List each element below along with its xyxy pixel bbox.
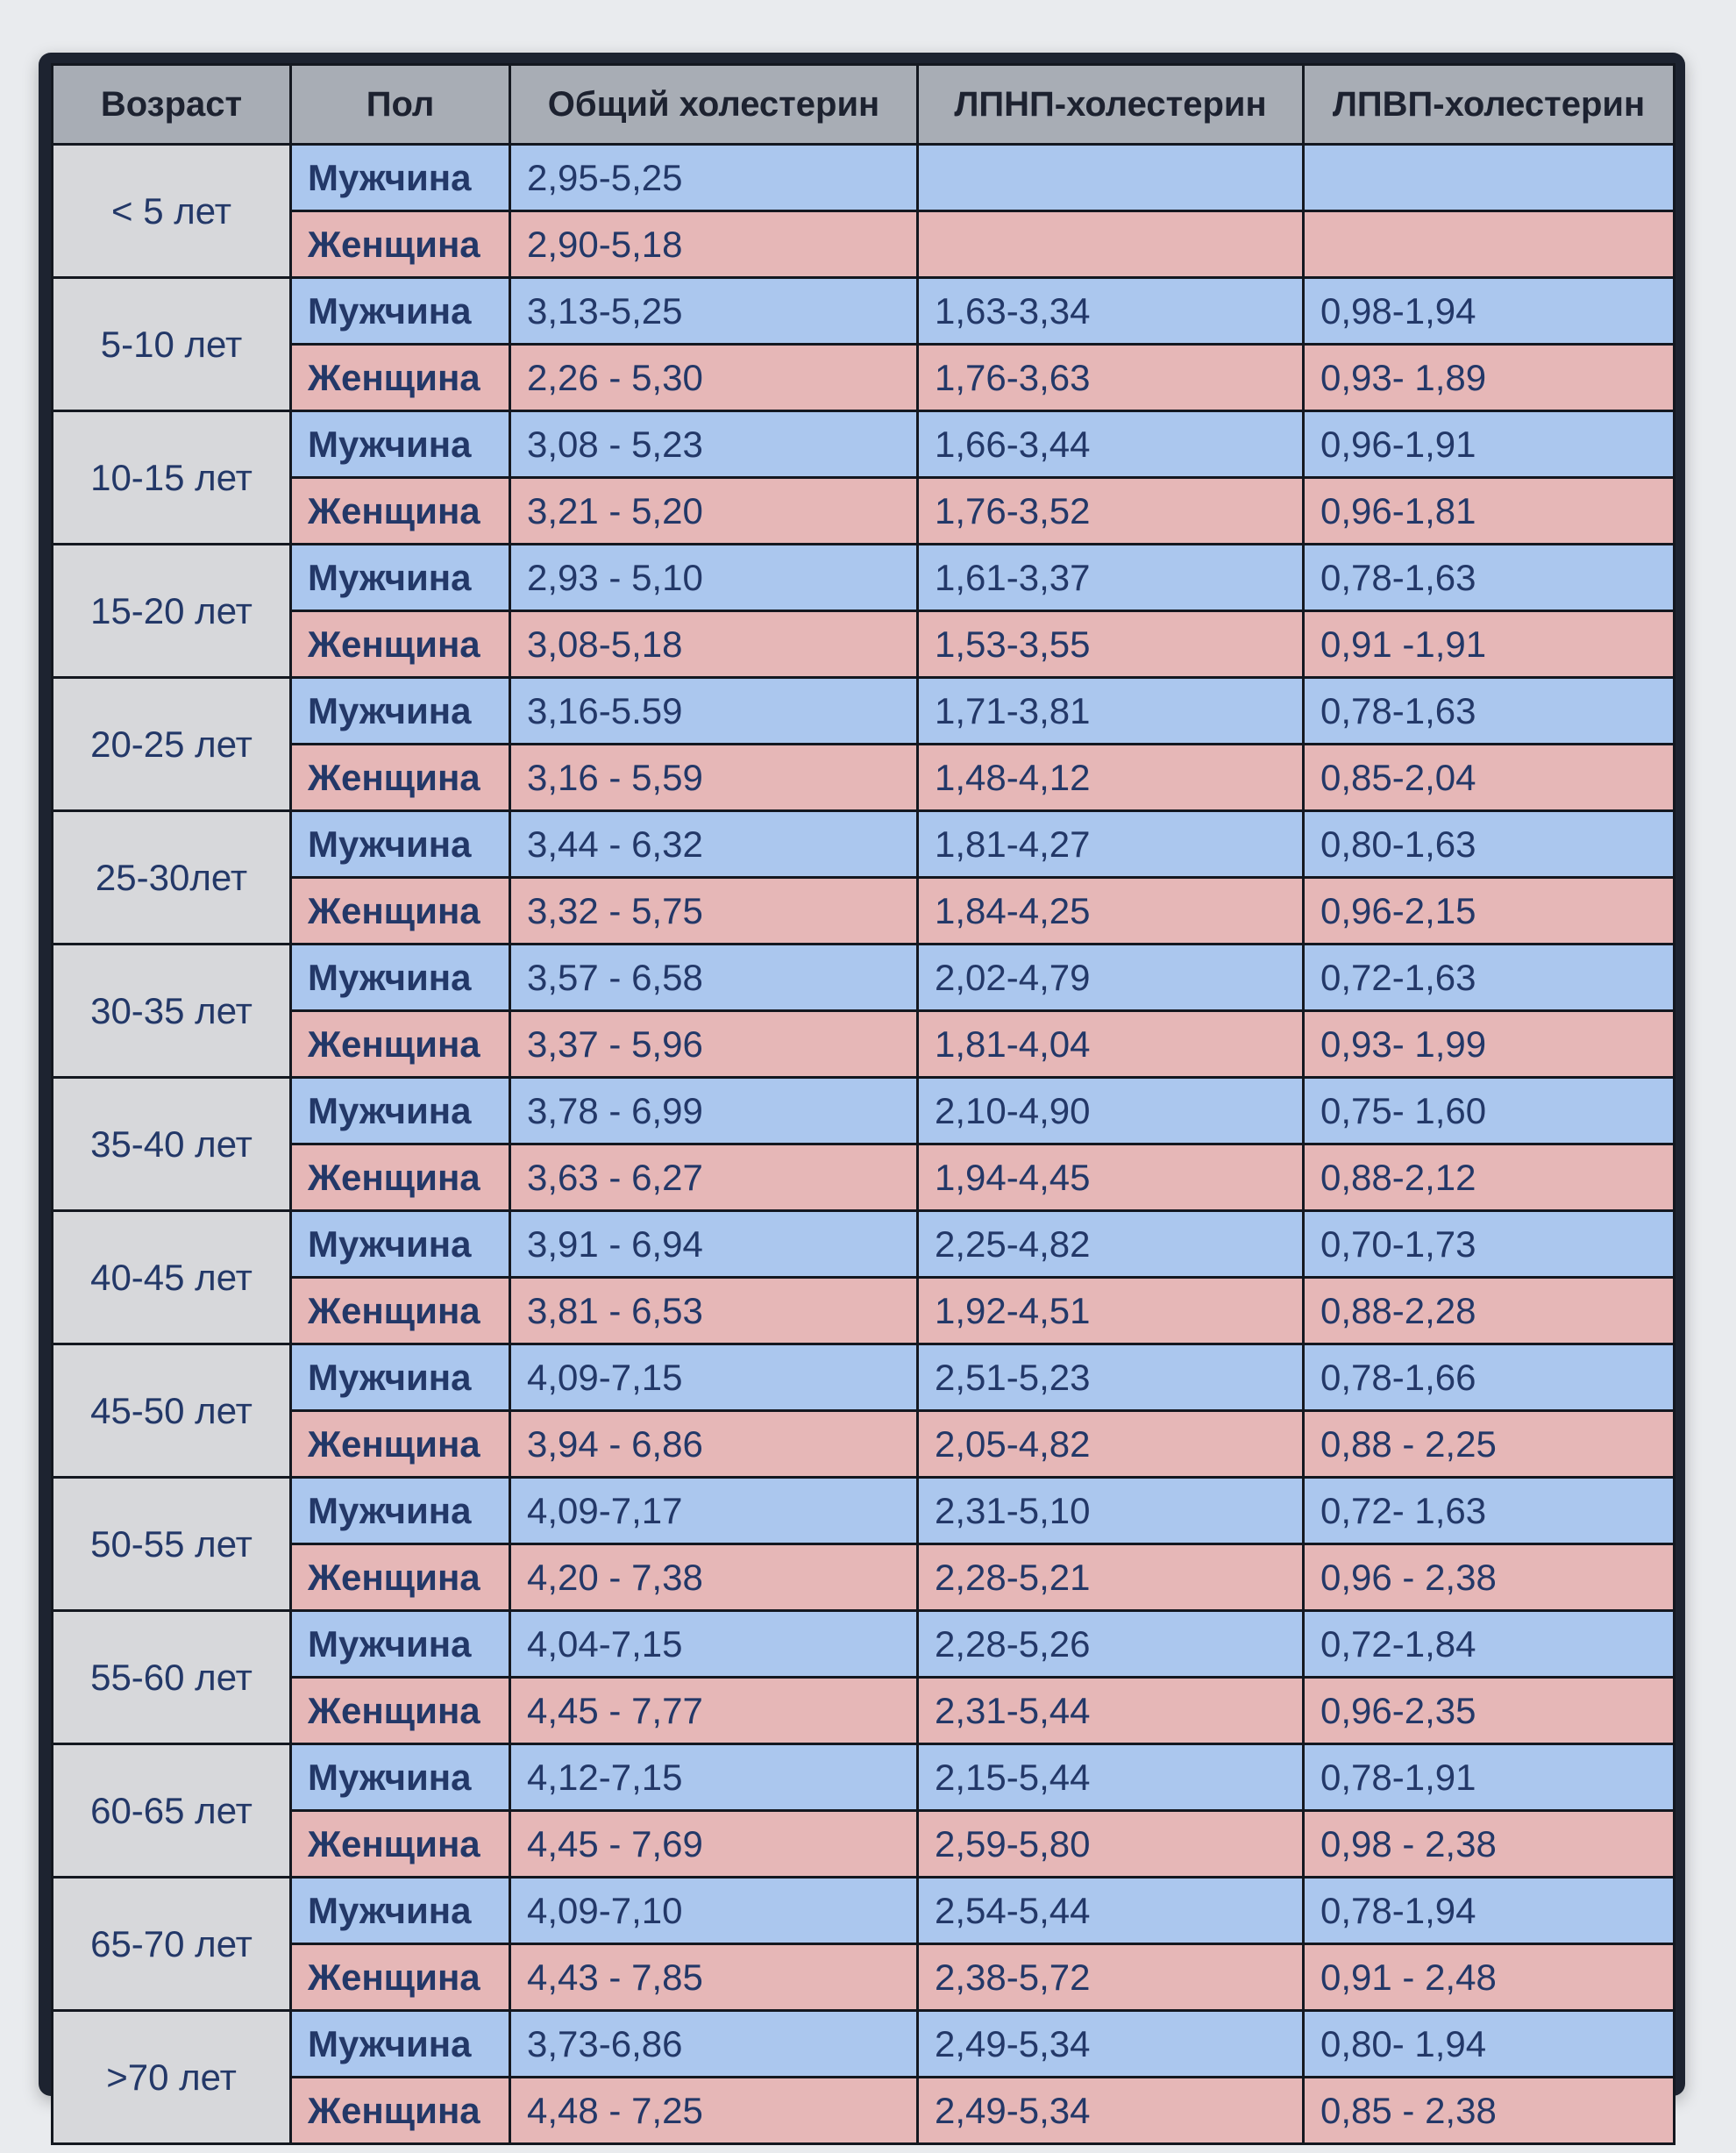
age-group-cell: 45-50 лет	[53, 1344, 291, 1478]
hdl-cholesterol-cell: 0,85-2,04	[1304, 745, 1675, 811]
ldl-cholesterol-cell: 2,31-5,44	[918, 1678, 1304, 1744]
table-row	[53, 1478, 1675, 1544]
sex-cell: Женщина	[291, 878, 510, 945]
total-cholesterol-cell: 3,91 - 6,94	[510, 1211, 918, 1278]
total-cholesterol-cell: 3,32 - 5,75	[510, 878, 918, 945]
hdl-cholesterol-cell: 0,80-1,63	[1304, 811, 1675, 878]
sex-cell: Мужчина	[291, 145, 510, 211]
sex-cell: Мужчина	[291, 1878, 510, 1944]
ldl-cholesterol-cell: 2,51-5,23	[918, 1344, 1304, 1411]
table-row	[53, 611, 1675, 678]
header-total-cholesterol: Общий холестерин	[510, 65, 918, 145]
sex-cell: Мужчина	[291, 278, 510, 345]
age-group-cell: >70 лет	[53, 2011, 291, 2144]
age-group-cell: 40-45 лет	[53, 1211, 291, 1344]
total-cholesterol-cell: 4,09-7,15	[510, 1344, 918, 1411]
hdl-cholesterol-cell: 0,72-1,84	[1304, 1611, 1675, 1678]
table-row	[53, 278, 1675, 345]
table-row	[53, 145, 1675, 211]
hdl-cholesterol-cell: 0,88-2,28	[1304, 1278, 1675, 1344]
ldl-cholesterol-cell: 2,31-5,10	[918, 1478, 1304, 1544]
hdl-cholesterol-cell: 0,96-2,15	[1304, 878, 1675, 945]
age-group-cell: 10-15 лет	[53, 411, 291, 545]
table-row	[53, 1878, 1675, 1944]
table-row	[53, 1944, 1675, 2011]
ldl-cholesterol-cell: 1,61-3,37	[918, 545, 1304, 611]
sex-cell: Женщина	[291, 1411, 510, 1478]
hdl-cholesterol-cell: 0,98 - 2,38	[1304, 1811, 1675, 1878]
total-cholesterol-cell: 4,20 - 7,38	[510, 1544, 918, 1611]
header-age: Возраст	[53, 65, 291, 145]
ldl-cholesterol-cell: 2,15-5,44	[918, 1744, 1304, 1811]
ldl-cholesterol-cell: 2,02-4,79	[918, 945, 1304, 1011]
table-row	[53, 1144, 1675, 1211]
ldl-cholesterol-cell: 2,05-4,82	[918, 1411, 1304, 1478]
hdl-cholesterol-cell: 0,91 - 2,48	[1304, 1944, 1675, 2011]
sex-cell: Мужчина	[291, 411, 510, 478]
sex-cell: Мужчина	[291, 678, 510, 745]
table-row	[53, 878, 1675, 945]
sex-cell: Мужчина	[291, 945, 510, 1011]
ldl-cholesterol-cell: 2,49-5,34	[918, 2011, 1304, 2078]
sex-cell: Женщина	[291, 1544, 510, 1611]
total-cholesterol-cell: 3,16-5.59	[510, 678, 918, 745]
total-cholesterol-cell: 2,93 - 5,10	[510, 545, 918, 611]
header-ldl-cholesterol: ЛПНП-холестерин	[918, 65, 1304, 145]
hdl-cholesterol-cell: 0,70-1,73	[1304, 1211, 1675, 1278]
ldl-cholesterol-cell: 2,28-5,26	[918, 1611, 1304, 1678]
ldl-cholesterol-cell: 1,81-4,04	[918, 1011, 1304, 1078]
total-cholesterol-cell: 4,09-7,17	[510, 1478, 918, 1544]
ldl-cholesterol-cell: 1,81-4,27	[918, 811, 1304, 878]
sex-cell: Женщина	[291, 478, 510, 545]
ldl-cholesterol-cell: 2,49-5,34	[918, 2078, 1304, 2144]
sex-cell: Мужчина	[291, 811, 510, 878]
hdl-cholesterol-cell: 0,78-1,94	[1304, 1878, 1675, 1944]
table-row	[53, 411, 1675, 478]
ldl-cholesterol-cell: 1,66-3,44	[918, 411, 1304, 478]
sex-cell: Мужчина	[291, 1744, 510, 1811]
hdl-cholesterol-cell: 0,93- 1,89	[1304, 345, 1675, 411]
table-row	[53, 811, 1675, 878]
hdl-cholesterol-cell: 0,96-1,91	[1304, 411, 1675, 478]
ldl-cholesterol-cell: 1,76-3,52	[918, 478, 1304, 545]
sex-cell: Мужчина	[291, 1211, 510, 1278]
sex-cell: Женщина	[291, 1944, 510, 2011]
sex-cell: Женщина	[291, 1811, 510, 1878]
header-row	[53, 65, 1675, 145]
total-cholesterol-cell: 3,08 - 5,23	[510, 411, 918, 478]
total-cholesterol-cell: 4,04-7,15	[510, 1611, 918, 1678]
total-cholesterol-cell: 4,45 - 7,77	[510, 1678, 918, 1744]
ldl-cholesterol-cell: 1,84-4,25	[918, 878, 1304, 945]
ldl-cholesterol-cell: 1,92-4,51	[918, 1278, 1304, 1344]
table-row	[53, 1544, 1675, 1611]
ldl-cholesterol-cell: 1,76-3,63	[918, 345, 1304, 411]
total-cholesterol-cell: 4,12-7,15	[510, 1744, 918, 1811]
sex-cell: Мужчина	[291, 1344, 510, 1411]
table-row	[53, 345, 1675, 411]
sex-cell: Женщина	[291, 1678, 510, 1744]
hdl-cholesterol-cell: 0,96-1,81	[1304, 478, 1675, 545]
ldl-cholesterol-cell: 2,10-4,90	[918, 1078, 1304, 1144]
ldl-cholesterol-cell: 2,54-5,44	[918, 1878, 1304, 1944]
table-row	[53, 1411, 1675, 1478]
hdl-cholesterol-cell: 0,72-1,63	[1304, 945, 1675, 1011]
header-hdl-cholesterol: ЛПВП-холестерин	[1304, 65, 1675, 145]
hdl-cholesterol-cell: 0,78-1,63	[1304, 545, 1675, 611]
age-group-cell: 65-70 лет	[53, 1878, 291, 2011]
ldl-cholesterol-cell	[918, 211, 1304, 278]
table-row	[53, 945, 1675, 1011]
total-cholesterol-cell: 3,57 - 6,58	[510, 945, 918, 1011]
hdl-cholesterol-cell: 0,72- 1,63	[1304, 1478, 1675, 1544]
sex-cell: Женщина	[291, 1278, 510, 1344]
hdl-cholesterol-cell: 0,88-2,12	[1304, 1144, 1675, 1211]
sex-cell: Женщина	[291, 611, 510, 678]
table-row	[53, 1278, 1675, 1344]
age-group-cell: 35-40 лет	[53, 1078, 291, 1211]
table-body	[53, 145, 1675, 2144]
table-row	[53, 1811, 1675, 1878]
total-cholesterol-cell: 3,13-5,25	[510, 278, 918, 345]
total-cholesterol-cell: 3,16 - 5,59	[510, 745, 918, 811]
ldl-cholesterol-cell: 2,59-5,80	[918, 1811, 1304, 1878]
total-cholesterol-cell: 3,44 - 6,32	[510, 811, 918, 878]
ldl-cholesterol-cell: 2,38-5,72	[918, 1944, 1304, 2011]
total-cholesterol-cell: 3,08-5,18	[510, 611, 918, 678]
hdl-cholesterol-cell: 0,85 - 2,38	[1304, 2078, 1675, 2144]
total-cholesterol-cell: 3,63 - 6,27	[510, 1144, 918, 1211]
table-row	[53, 1678, 1675, 1744]
hdl-cholesterol-cell: 0,78-1,91	[1304, 1744, 1675, 1811]
total-cholesterol-cell: 4,43 - 7,85	[510, 1944, 918, 2011]
hdl-cholesterol-cell: 0,96 - 2,38	[1304, 1544, 1675, 1611]
hdl-cholesterol-cell: 0,88 - 2,25	[1304, 1411, 1675, 1478]
table-row	[53, 1344, 1675, 1411]
total-cholesterol-cell: 4,45 - 7,69	[510, 1811, 918, 1878]
total-cholesterol-cell: 3,81 - 6,53	[510, 1278, 918, 1344]
age-group-cell: 50-55 лет	[53, 1478, 291, 1611]
total-cholesterol-cell: 3,21 - 5,20	[510, 478, 918, 545]
table-row	[53, 678, 1675, 745]
total-cholesterol-cell: 2,90-5,18	[510, 211, 918, 278]
total-cholesterol-cell: 2,26 - 5,30	[510, 345, 918, 411]
sex-cell: Мужчина	[291, 545, 510, 611]
ldl-cholesterol-cell: 1,53-3,55	[918, 611, 1304, 678]
age-group-cell: 60-65 лет	[53, 1744, 291, 1878]
hdl-cholesterol-cell: 0,78-1,63	[1304, 678, 1675, 745]
age-group-cell: 15-20 лет	[53, 545, 291, 678]
age-group-cell: 30-35 лет	[53, 945, 291, 1078]
age-group-cell: 55-60 лет	[53, 1611, 291, 1744]
table-row	[53, 478, 1675, 545]
ldl-cholesterol-cell	[918, 145, 1304, 211]
table-row	[53, 545, 1675, 611]
hdl-cholesterol-cell: 0,75- 1,60	[1304, 1078, 1675, 1144]
table-row	[53, 2011, 1675, 2078]
sex-cell: Мужчина	[291, 1478, 510, 1544]
sex-cell: Мужчина	[291, 1078, 510, 1144]
table-row	[53, 1211, 1675, 1278]
hdl-cholesterol-cell: 0,98-1,94	[1304, 278, 1675, 345]
ldl-cholesterol-cell: 2,25-4,82	[918, 1211, 1304, 1278]
sex-cell: Мужчина	[291, 1611, 510, 1678]
hdl-cholesterol-cell: 0,93- 1,99	[1304, 1011, 1675, 1078]
sex-cell: Женщина	[291, 2078, 510, 2144]
hdl-cholesterol-cell	[1304, 211, 1675, 278]
age-group-cell: < 5 лет	[53, 145, 291, 278]
hdl-cholesterol-cell: 0,78-1,66	[1304, 1344, 1675, 1411]
table-row	[53, 1078, 1675, 1144]
table-row	[53, 745, 1675, 811]
ldl-cholesterol-cell: 1,63-3,34	[918, 278, 1304, 345]
total-cholesterol-cell: 4,48 - 7,25	[510, 2078, 918, 2144]
table-row	[53, 1611, 1675, 1678]
sex-cell: Женщина	[291, 1011, 510, 1078]
table-row	[53, 1744, 1675, 1811]
header-sex: Пол	[291, 65, 510, 145]
age-group-cell: 25-30лет	[53, 811, 291, 945]
age-group-cell: 5-10 лет	[53, 278, 291, 411]
hdl-cholesterol-cell	[1304, 145, 1675, 211]
ldl-cholesterol-cell: 1,94-4,45	[918, 1144, 1304, 1211]
sex-cell: Женщина	[291, 345, 510, 411]
sex-cell: Женщина	[291, 211, 510, 278]
ldl-cholesterol-cell: 2,28-5,21	[918, 1544, 1304, 1611]
table-row	[53, 1011, 1675, 1078]
sex-cell: Женщина	[291, 1144, 510, 1211]
sex-cell: Мужчина	[291, 2011, 510, 2078]
cholesterol-table	[51, 63, 1676, 2145]
sex-cell: Женщина	[291, 745, 510, 811]
hdl-cholesterol-cell: 0,96-2,35	[1304, 1678, 1675, 1744]
total-cholesterol-cell: 4,09-7,10	[510, 1878, 918, 1944]
table-row	[53, 2078, 1675, 2144]
total-cholesterol-cell: 3,73-6,86	[510, 2011, 918, 2078]
table-row	[53, 211, 1675, 278]
age-group-cell: 20-25 лет	[53, 678, 291, 811]
total-cholesterol-cell: 3,94 - 6,86	[510, 1411, 918, 1478]
total-cholesterol-cell: 2,95-5,25	[510, 145, 918, 211]
hdl-cholesterol-cell: 0,80- 1,94	[1304, 2011, 1675, 2078]
hdl-cholesterol-cell: 0,91 -1,91	[1304, 611, 1675, 678]
ldl-cholesterol-cell: 1,71-3,81	[918, 678, 1304, 745]
total-cholesterol-cell: 3,37 - 5,96	[510, 1011, 918, 1078]
total-cholesterol-cell: 3,78 - 6,99	[510, 1078, 918, 1144]
ldl-cholesterol-cell: 1,48-4,12	[918, 745, 1304, 811]
